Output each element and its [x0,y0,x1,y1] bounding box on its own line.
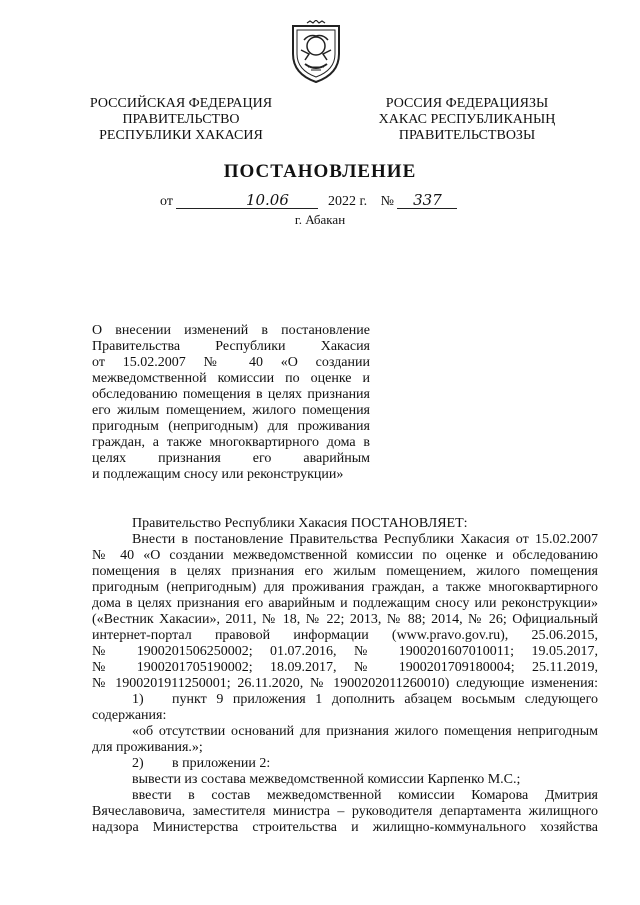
main-line: Внести в постановление Правительства Республики Хакасия от 15.02.2007 [132,532,598,547]
header-left-line: РОССИЙСКАЯ ФЕДЕРАЦИЯ [89,96,273,111]
main-line: № 40 «О создании межведомственной комиссии по оценке и обследованию [92,548,598,563]
header-left-line: РЕСПУБЛИКИ ХАКАСИЯ [99,128,263,143]
year: 2022 г. [327,194,368,209]
subject-line: целях признания его аварийным [92,451,370,466]
subject-line: Правительства Республики Хакасия [92,339,370,354]
list-item-text: в приложении 2: [172,756,271,771]
subject-line: О внесении изменений в постановление [92,323,370,338]
main-line: («Вестник Хакасии», 2011, № 18, № 22; 2013, № 88; 2014, № 26; Официальный [92,612,598,627]
quote-line: для проживания.»; [92,740,203,755]
date-prefix: от [160,194,173,209]
list-item-number: 2) [132,756,144,771]
list-item-2 [92,756,598,772]
list-item-number: 1) [132,692,144,707]
header-russian [86,96,276,144]
subject-line: его жилым помещением, жилого помещения [92,403,370,418]
header-khakas [372,96,562,144]
subject-line: граждан, а также многоквартирного дома в [92,435,370,450]
number-sign: № [380,194,394,209]
main-line: помещения в целях признания его жилым помещением, жилого помещения [92,564,598,579]
add-member-line: надзора Министерства строительства и жилищно-коммунального хозяйства [92,820,598,835]
main-line: № 1900201506250002; 01.07.2016, № 1900201607010011; 19.05.2017, [92,644,598,659]
header-right-line: РОССИЯ ФЕДЕРАЦИЯЗЫ [385,96,549,111]
add-member-line: Вячеславовича, заместителя министра – руководителя департамента жилищного [92,804,598,819]
list-item-continuation: содержания: [92,708,167,723]
coat-of-arms-icon [287,20,345,84]
number-value: 337 [413,191,442,209]
main-line: интернет-портал правовой информации (www.pravo.gov.ru), 25.06.2015, [92,628,598,643]
subject-line: пригодным (непригодным) для проживания [92,419,370,434]
subject-line: и подлежащим сносу или реконструкции» [92,467,344,482]
document-body [92,516,598,836]
list-item-text: пункт 9 приложения 1 дополнить абзацем восьмым следующего [172,692,598,707]
main-line: № 1900201911250001; 26.11.2020, № 1900202011260010) следующие изменения: [92,676,598,691]
number-field [397,193,457,209]
date-value: 10.06 [245,191,289,209]
subject-line: межведомственной комиссии по оценке и [92,371,370,386]
document-title: ПОСТАНОВЛЕНИЕ [223,161,417,182]
subject-block [92,323,370,483]
date-field [176,193,318,209]
header-right-line: ХАКАС РЕСПУБЛИКАНЫҢ [378,112,556,127]
add-member-line: ввести в состав межведомственной комиссии Комарова Дмитрия [132,788,598,803]
remove-member-line: вывести из состава межведомственной комиссии Карпенко М.С.; [132,772,521,787]
subject-line: от 15.02.2007 № 40 «О создании [92,355,370,370]
main-line: дома в целях признания его аварийным и подлежащим сносу или реконструкции» [92,596,598,611]
main-line: № 1900201705190002; 18.09.2017, № 1900201709180004; 25.11.2019, [92,660,598,675]
subject-line: обследованию помещения в целях признания [92,387,370,402]
header-left-line: ПРАВИТЕЛЬСТВО [122,112,240,127]
list-item-1 [92,692,598,708]
main-line: пригодным (непригодным) для проживания граждан, а также многоквартирного [92,580,598,595]
date-number-line [160,193,457,210]
city: г. Абакан [294,212,346,227]
header-right-line: ПРАВИТЕЛЬСТВОЗЫ [398,128,536,143]
quote-line: «об отсутствии оснований для признания жилого помещения непригодным [132,724,598,739]
intro-paragraph: Правительство Республики Хакасия ПОСТАНОВЛЯЕТ: [132,516,468,531]
